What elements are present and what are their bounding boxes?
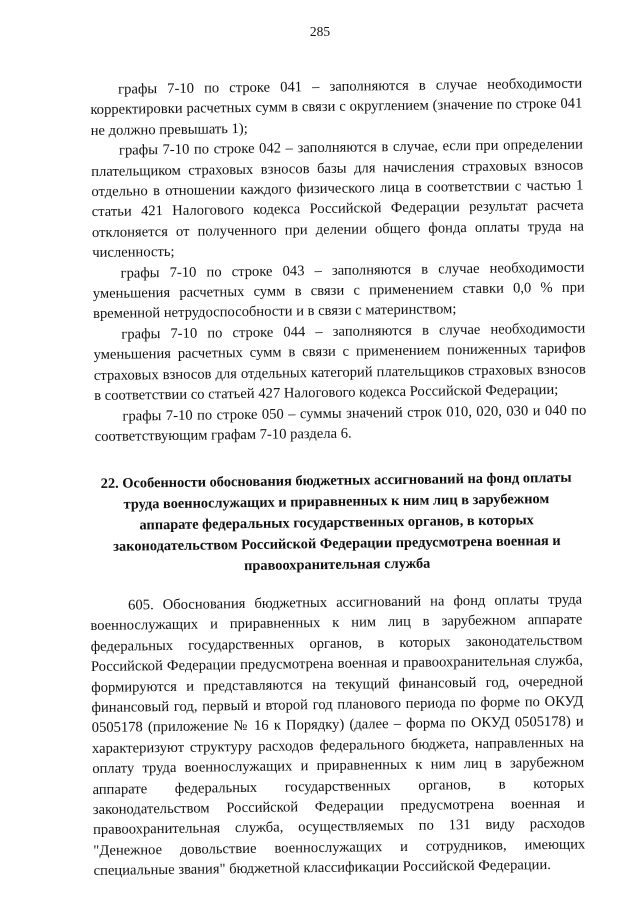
page-number: 285 [309,24,331,39]
list-item-050: графы 7-10 по строке 050 – суммы значений строк 010, 020, 030 и 040 по соответствующим графам 7-10 раздела 6. [94,402,587,445]
column-rules-list [90,74,587,448]
list-item-044: графы 7-10 по строке 044 – заполняются в случае необходимости уменьшения расчетных сумм в связи с применением пониженных тарифов страховых взносов для отдельных категорий плательщиков страховых взносов в соответствии со статьей 427 Налогового кодекса Российской Федерации; [93,320,586,405]
list-item-041: графы 7-10 по строке 041 – заполняются в случае необходимости корректировки расчетных сумм в связи с округлением (значение по строке 041 не должно превышать 1); [90,75,583,139]
paragraph-605-block [90,590,586,882]
list-item-043: графы 7-10 по строке 043 – заполняются в случае необходимости уменьшения расчетных сумм в связи с применением ставки 0,0 % при временной нетрудоспособности и в связи с материнством; [92,259,585,323]
list-item-042: графы 7-10 по строке 042 – заполняются в случае, если при определении плательщиком страховых взносов базы для начисления страховых взносов отдельно в отношении каждого физического лица в соответствии с частью 1 статьи 421 Налогового кодекса Российской Федерации результат расчета отклоняется от полученного при делении общего фонда оплаты труда на численность; [91,136,585,262]
section-heading: 22. Особенности обоснования бюджетных ассигнований на фонд оплаты труда военнослужащих и приравненных к ним лиц в зарубежном аппарате федеральных государственных органов, в которых законодательством Российской Федерации предусмотрена военная и правоохранительная служба [100,469,572,575]
paragraph-605: 605. Обоснования бюджетных ассигнований на фонд оплаты труда военнослужащих и приравненных к ним лиц в зарубежном аппарате федеральных государственных органов, в которых законодательством Российской Федерации предусмотрена военная и правоохранительная служба, формируются и представляются на текущий финансовый год, очередной финансовый год, первый и второй год планового периода по форме по ОКУД 0505178 (приложение № 16 к Порядку) (далее – форма по ОКУД 0505178) и характеризуют структуру расходов федерального бюджета, направленных на оплату труда военнослужащих и приравненных к ним лиц в зарубежном аппарате федеральных государственных органов, в которых законодательством Российской Федерации предусмотрена военная и правоохранительная служба, осуществляемых по 131 виду расходов "Денежное довольствие военнослужащих и сотрудников, имеющих специальные звания" бюджетной классификации Российской Федерации. [90,591,586,880]
